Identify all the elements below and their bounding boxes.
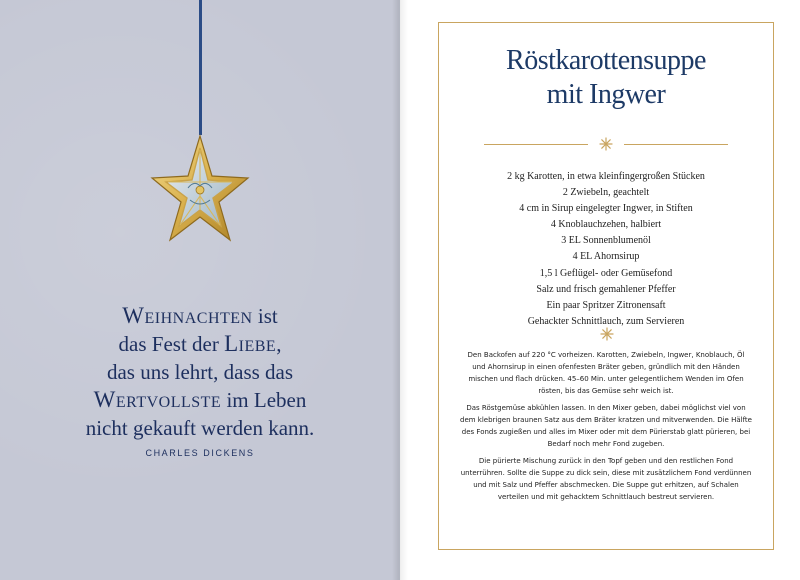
recipe-step: Den Backofen auf 220 °C vorheizen. Karotten, Zwiebeln, Ingwer, Knoblauch, Öl und Ahornsirup in einen ofenfesten Bräter geben, gründlich mit den Händen mischen und flach drücken. 45–60 Min. unter gelegentlichem Wenden im Ofen rösten, bis das Gemüse sehr weich ist. bbox=[467, 351, 745, 395]
star-ornament-icon bbox=[150, 130, 250, 270]
ingredient-item: 4 EL Ahornsirup bbox=[572, 251, 640, 263]
quote-word-weihnachten: Weihnachten bbox=[122, 303, 253, 328]
ingredient-item: 2 kg Karotten, in etwa kleinfingergroßen Stücken bbox=[507, 171, 705, 182]
quote-line1-rest: ist bbox=[252, 304, 278, 328]
ingredient-item: 3 EL Sonnenblumenöl bbox=[561, 235, 651, 247]
star-ribbon bbox=[199, 0, 202, 135]
ingredient-item: 1,5 l Geflügel- oder Gemüsefond bbox=[539, 267, 673, 279]
ingredient-item: Ein paar Spritzer Zitronensaft bbox=[546, 299, 666, 311]
dickens-quote bbox=[40, 302, 360, 442]
ingredient-item: Salz und frisch gemahlener Pfeffer bbox=[536, 283, 676, 295]
snowflake-star-icon bbox=[600, 327, 614, 341]
quote-word-wertvollste: Wertvollste bbox=[93, 387, 222, 412]
ingredient-item: 4 Knoblauchzehen, halbiert bbox=[550, 219, 662, 231]
ingredient-list bbox=[438, 169, 774, 330]
recipe-title bbox=[438, 44, 774, 112]
quote-line3: das uns lehrt, dass das bbox=[106, 360, 294, 384]
recipe-step: Das Röstgemüse abkühlen lassen. In den Mixer geben, dabei möglichst viel von dem klebrigen braunen Satz aus dem Bräter kratzen und mitverwenden. Die Hälfte des Fonds zugießen und alles im Mixer oder mit dem Pürierstab glatt pürieren, bei Bedarf noch mehr Fond zugeben. bbox=[460, 404, 752, 448]
quote-line4-rest: im Leben bbox=[221, 388, 307, 412]
divider-line-left bbox=[484, 144, 588, 145]
divider-line-right bbox=[624, 144, 728, 145]
quote-line5: nicht gekauft werden kann. bbox=[85, 416, 315, 440]
quote-author: CHARLES DICKENS bbox=[145, 448, 255, 458]
ingredient-item: Gehackter Schnittlauch, zum Servieren bbox=[527, 315, 685, 327]
recipe-step: Die pürierte Mischung zurück in den Topf geben und den restlichen Fond unterrühren. Sollte die Suppe zu dick sein, diese mit zusätzlichem Fond verdünnen und mit Salz und Pfeffer abschmecken. Die Suppe gut erhitzen, auf Schalen verteilen und mit gehacktem Schnittlauch bestreut servieren. bbox=[460, 457, 752, 501]
quote-line2-pre: das Fest der bbox=[118, 332, 225, 356]
ingredient-item: 2 Zwiebeln, geachtelt bbox=[562, 187, 650, 199]
right-page bbox=[400, 0, 800, 580]
title-divider bbox=[484, 137, 728, 151]
quote-line2-post: , bbox=[276, 332, 282, 356]
recipe-title-line1: Röstkarottensuppe bbox=[506, 45, 706, 76]
quote-word-liebe: Liebe bbox=[224, 331, 277, 356]
ingredient-item: 4 cm in Sirup eingelegter Ingwer, in Stiften bbox=[519, 203, 693, 215]
snowflake-star-icon bbox=[599, 137, 613, 151]
recipe-steps bbox=[460, 349, 752, 508]
recipe-title-line2: mit Ingwer bbox=[546, 79, 666, 110]
